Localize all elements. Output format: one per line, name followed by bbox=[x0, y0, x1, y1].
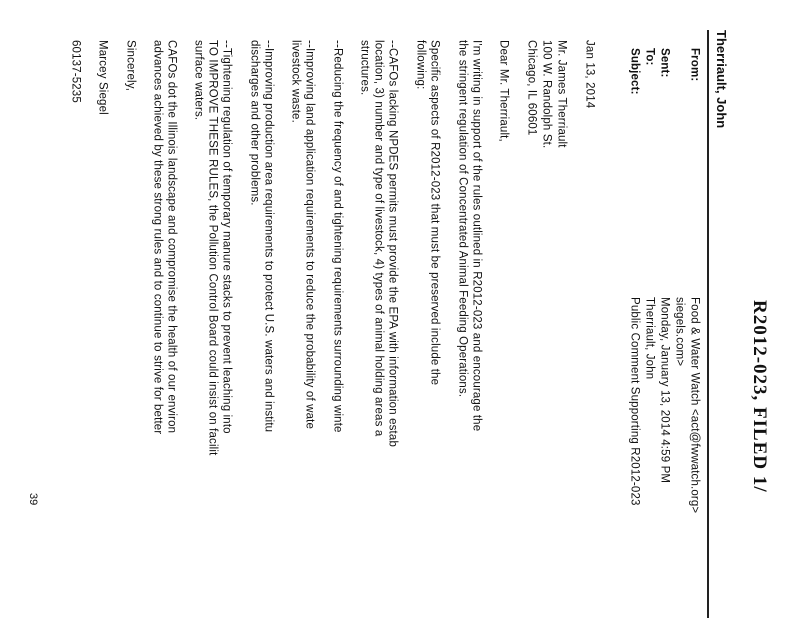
para2-line-2: following: bbox=[414, 40, 427, 90]
closing: Sincerely, bbox=[124, 40, 137, 92]
bullet3-line-1: --Improving land application requirements to reduce the probability of wate bbox=[303, 40, 316, 430]
subject-label: Subject: bbox=[628, 48, 641, 95]
bullet3-line-2: livestock waste. bbox=[289, 40, 302, 123]
header-divider bbox=[707, 30, 709, 618]
para1-line-2: the stringent regulation of Concentrated Animal Feeding Operations. bbox=[456, 40, 469, 398]
from-value: Food & Water Watch <act@fwwatch.org> bbox=[688, 297, 701, 514]
bullet4-line-2: discharges and other problems. bbox=[248, 40, 261, 206]
address-line-2: 100 W. Randolph St. bbox=[540, 40, 553, 149]
bullet5-line-2: TO IMPROVE THESE RULES, the Pollution Control Board could insist on facilit bbox=[206, 40, 219, 456]
bullet5-line-1: --Tightening regulation of temporary manure stacks to prevent leaching into bbox=[220, 40, 233, 434]
bullet4-line-1: --Improving production area requirements to protect U.S. waters and institu bbox=[262, 40, 275, 433]
bullet1-line-3: structures. bbox=[358, 40, 371, 96]
para2-line-1: Specific aspects of R2012-023 that must be preserved include the bbox=[428, 40, 441, 386]
to-label: To: bbox=[643, 48, 656, 66]
salutation: Dear Mr. Therriault, bbox=[497, 40, 510, 142]
bullet1-line-2: location, 3) number and type of livestock, 4) types of animal holding areas a bbox=[372, 40, 385, 437]
recipient-name-header: Therriault, John bbox=[714, 30, 729, 129]
to-value: Therriault, John bbox=[643, 297, 656, 380]
signature: Marcey Siegel bbox=[96, 40, 109, 115]
from-label: From: bbox=[688, 48, 701, 82]
sent-value: Monday, January 13, 2014 4:59 PM bbox=[658, 297, 671, 484]
bullet2: --Reducing the frequency of and tightening requirements surrounding winte bbox=[331, 40, 344, 433]
address-line-1: Mr. James Therriault bbox=[555, 40, 568, 148]
subject-value: Public Comment Supporting R2012-023 bbox=[628, 297, 641, 506]
bullet5-line-3: surface waters. bbox=[192, 40, 205, 121]
para3-line-2: advances achieved by these strong rules and to continue to strive for better bbox=[151, 40, 164, 435]
bullet1-line-1: --CAFOs lacking NPDES permits must provide the EPA with information estab bbox=[386, 40, 399, 447]
from-value-continued: siegels.com> bbox=[673, 297, 686, 367]
postal-code: 60137-5235 bbox=[69, 40, 82, 103]
para1-line-1: I'm writing in support of the rules outlined in R2012-023 and encourage the bbox=[470, 40, 483, 432]
letter-date: Jan 13, 2014 bbox=[583, 40, 596, 109]
page-number: 39 bbox=[27, 493, 39, 506]
address-line-3: Chicago, IL 60601 bbox=[525, 40, 538, 136]
sent-label: Sent: bbox=[658, 48, 671, 78]
filing-stamp: R2012-023, FILED 1/ bbox=[749, 300, 770, 493]
para3-line-1: CAFOs dot the Illinois landscape and compromise the health of our environ bbox=[165, 40, 178, 434]
